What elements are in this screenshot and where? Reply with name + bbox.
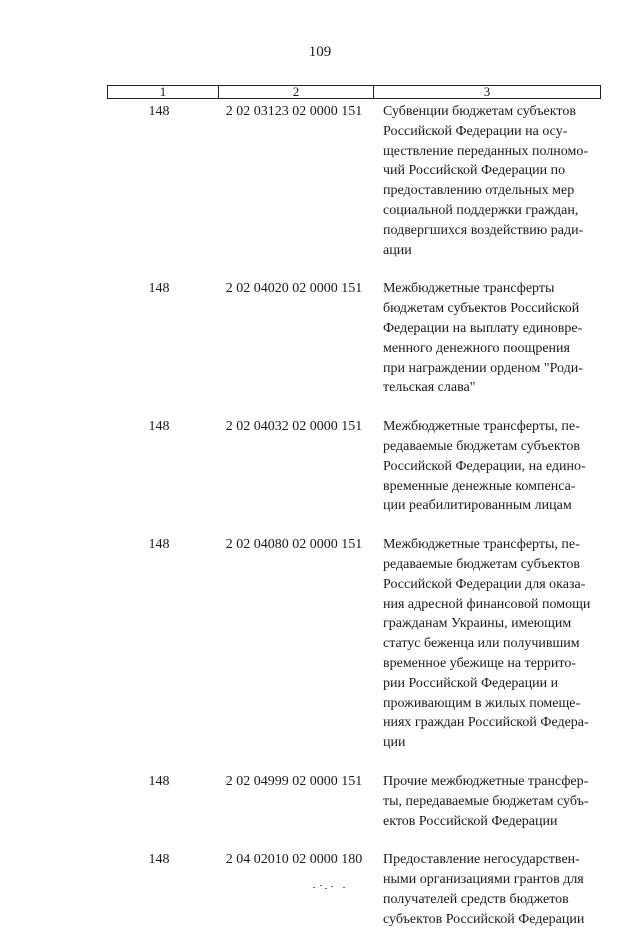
description-line: предоставлению отдельных мер xyxy=(383,183,575,199)
description-line: получателей средств бюджетов xyxy=(383,891,569,907)
description-line: тельская слава" xyxy=(383,380,476,396)
description-line: ции xyxy=(383,735,406,751)
description-line: социальной поддержки граждан, xyxy=(383,202,579,218)
budget-code: 2 04 02010 02 0000 180 xyxy=(225,852,363,868)
description-line: ты, передаваемые бюджетам субъ- xyxy=(383,793,589,809)
table-row xyxy=(107,535,601,753)
description-line: временные денежные компенса- xyxy=(383,478,576,494)
description-line: ектов Российской Федерации xyxy=(383,813,558,829)
description-line: Прочие межбюджетные трансфер- xyxy=(383,773,589,789)
table-row xyxy=(107,417,601,516)
page-number: 109 xyxy=(308,44,332,60)
description-line: ниях граждан Российской Федера- xyxy=(383,715,589,731)
budget-code: 2 02 04080 02 0000 151 xyxy=(225,537,363,553)
description-line: ществление переданных полномо- xyxy=(383,143,589,159)
header-cell-3: 3 xyxy=(483,84,491,99)
budget-code: 2 02 04032 02 0000 151 xyxy=(225,419,363,435)
table-row xyxy=(107,279,601,398)
description-line: субъектов Российской Федерации xyxy=(383,911,585,927)
description-line: ации xyxy=(383,242,412,258)
description-line: редаваемые бюджетам субъектов xyxy=(383,438,580,454)
description-line: Российской Федерации на осу- xyxy=(383,123,568,139)
row-number: 148 xyxy=(148,852,170,868)
row-number: 148 xyxy=(148,281,170,297)
table-row xyxy=(107,772,601,831)
description-line: рии Российской Федерации и xyxy=(383,675,559,691)
budget-code: 2 02 04020 02 0000 151 xyxy=(225,281,363,297)
description-line: Федерации на выплату единовре- xyxy=(383,320,583,336)
description-line: Предоставление негосударствен- xyxy=(383,852,580,868)
description-line: Межбюджетные трансферты, пе- xyxy=(383,419,580,435)
row-description xyxy=(383,279,601,398)
table-header-row xyxy=(107,85,601,99)
description-line: при награждении орденом "Роди- xyxy=(383,360,583,376)
table-body xyxy=(107,102,601,929)
budget-code: 2 02 03123 02 0000 151 xyxy=(225,104,363,119)
row-description xyxy=(383,417,601,516)
description-line: гражданам Украины, имеющим xyxy=(383,616,572,632)
row-description xyxy=(383,535,601,753)
description-line: редаваемые бюджетам субъектов xyxy=(383,556,580,572)
description-line: ными организациями грантов для xyxy=(383,872,584,888)
description-line: статус беженца или получившим xyxy=(383,636,580,652)
description-line: Российской Федерации для оказа- xyxy=(383,576,586,592)
row-number: 148 xyxy=(148,537,170,553)
row-number: 148 xyxy=(148,419,170,435)
description-line: чий Российской Федерации по xyxy=(383,163,566,179)
description-line: Российской Федерации, на едино- xyxy=(383,458,586,474)
row-description xyxy=(383,772,601,831)
budget-code: 2 02 04999 02 0000 151 xyxy=(225,773,363,789)
description-line: проживающим в жилых помеще- xyxy=(383,695,581,711)
description-line: Межбюджетные трансферты, пе- xyxy=(383,537,580,553)
header-cell-2: 2 xyxy=(219,86,374,98)
description-line: Субвенции бюджетам субъектов xyxy=(383,104,576,119)
description-line: бюджетам субъектов Российской xyxy=(383,301,580,317)
table-row xyxy=(107,102,601,260)
description-line: временное убежище на террито- xyxy=(383,655,577,671)
row-description xyxy=(383,850,601,929)
description-line: подвергшихся воздействию ради- xyxy=(383,222,584,238)
row-number: 148 xyxy=(148,104,170,119)
table-row xyxy=(107,850,601,929)
description-line: менного денежного поощрения xyxy=(383,340,570,356)
description-line: Межбюджетные трансферты xyxy=(383,281,555,297)
row-number: 148 xyxy=(148,773,170,789)
description-line: ния адресной финансовой помощи xyxy=(383,596,591,612)
description-line: ции реабилитированным лицам xyxy=(383,498,572,514)
row-description xyxy=(383,102,601,260)
header-cell-1: 1 xyxy=(108,86,219,98)
scan-speckles xyxy=(313,884,353,890)
